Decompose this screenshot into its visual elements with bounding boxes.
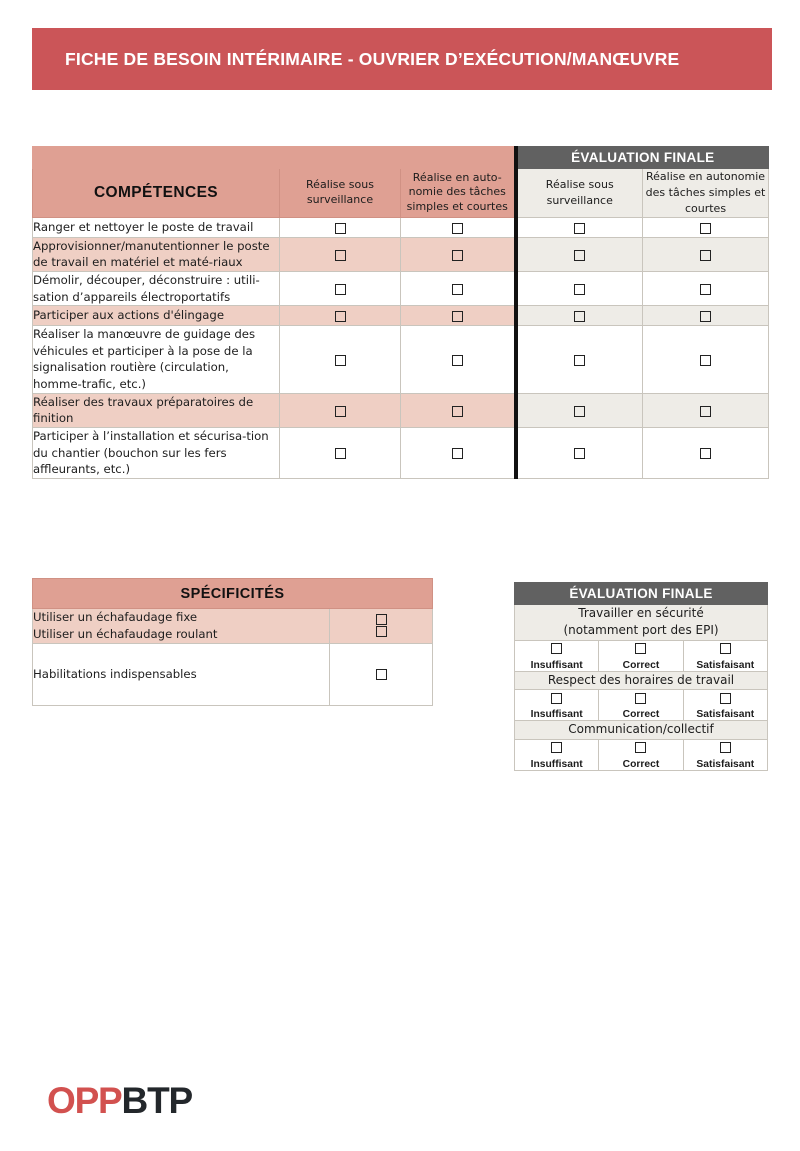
specificites-label: Utiliser un échafaudage fixe <box>33 610 198 624</box>
evaluation-criterion-label <box>515 605 768 641</box>
evaluation-option-cell[interactable] <box>683 640 767 671</box>
evaluation-criterion-line: Communication/collectif <box>568 722 714 737</box>
checkbox-self-supervised-cell[interactable] <box>280 427 401 478</box>
evaluation-option-label: Satisfaisant <box>696 659 755 671</box>
specificites-header-row <box>33 579 433 609</box>
checkbox-self-autonomous[interactable] <box>452 448 463 459</box>
competency-row <box>33 393 769 427</box>
checkbox-self-autonomous[interactable] <box>452 250 463 261</box>
evaluation-option-label: Correct <box>622 709 660 721</box>
checkbox-self-autonomous-cell[interactable] <box>401 272 516 306</box>
checkbox-self-supervised-cell[interactable] <box>280 217 401 237</box>
checkbox-self-supervised-cell[interactable] <box>280 393 401 427</box>
checkbox-self-supervised[interactable] <box>335 406 346 417</box>
evaluation-options-row <box>515 640 768 671</box>
specificites-row <box>33 609 433 644</box>
evaluation-option-cell[interactable] <box>515 640 599 671</box>
evaluation-criterion-line: (notamment port des EPI) <box>563 623 719 638</box>
logo-text-btp: BTP <box>121 1080 192 1121</box>
specificites-row <box>33 643 433 705</box>
competency-row <box>33 427 769 478</box>
specificites-checkbox-cell[interactable] <box>330 643 433 705</box>
evaluation-option-checkbox[interactable] <box>720 742 731 753</box>
competency-row <box>33 272 769 306</box>
checkbox-final-supervised[interactable] <box>574 448 585 459</box>
evaluation-option-checkbox[interactable] <box>635 643 646 654</box>
checkbox-self-autonomous[interactable] <box>452 406 463 417</box>
competency-row <box>33 237 769 271</box>
evaluation-group-header: ÉVALUATION FINALE <box>516 147 769 169</box>
checkbox-final-autonomous[interactable] <box>700 284 711 295</box>
competency-row <box>33 306 769 326</box>
evaluation-option-label: Insuffisant <box>530 758 583 770</box>
page-title: FICHE DE BESOIN INTÉRIMAIRE - OUVRIER D’EXÉCUTION/MANŒUVRE <box>65 48 680 69</box>
checkbox-final-supervised-cell[interactable] <box>516 217 643 237</box>
specificites-checkbox[interactable] <box>376 626 387 637</box>
checkbox-self-autonomous[interactable] <box>452 355 463 366</box>
checkbox-final-autonomous-cell[interactable] <box>643 427 769 478</box>
checkbox-self-supervised[interactable] <box>335 311 346 322</box>
checkbox-final-supervised-cell[interactable] <box>516 306 643 326</box>
column-header-competences: COMPÉTENCES <box>33 169 280 218</box>
checkbox-self-autonomous-cell[interactable] <box>401 326 516 393</box>
specificites-label: Habilitations indispensables <box>33 666 197 681</box>
checkbox-self-supervised-cell[interactable] <box>280 237 401 271</box>
checkbox-final-autonomous-cell[interactable] <box>643 272 769 306</box>
specificites-table <box>32 578 433 706</box>
competency-label: Participer à l’installation et sécurisa-tion du chantier (bouchon sur les fers affleurants, etc.) <box>33 427 280 478</box>
checkbox-final-autonomous[interactable] <box>700 355 711 366</box>
checkbox-self-autonomous-cell[interactable] <box>401 217 516 237</box>
checkbox-final-autonomous[interactable] <box>700 406 711 417</box>
evaluation-option-cell[interactable] <box>599 739 683 770</box>
evaluation-option-label: Correct <box>622 758 660 770</box>
checkbox-final-supervised[interactable] <box>574 284 585 295</box>
checkbox-final-supervised-cell[interactable] <box>516 237 643 271</box>
specificites-checkbox[interactable] <box>376 669 387 680</box>
evaluation-option-cell[interactable] <box>683 690 767 721</box>
evaluation-criterion-row <box>515 671 768 689</box>
checkbox-final-autonomous[interactable] <box>700 223 711 234</box>
checkbox-self-autonomous-cell[interactable] <box>401 393 516 427</box>
checkbox-final-supervised[interactable] <box>574 223 585 234</box>
checkbox-self-autonomous[interactable] <box>452 223 463 234</box>
checkbox-self-supervised[interactable] <box>335 448 346 459</box>
evaluation-option-label: Insuffisant <box>530 709 583 721</box>
checkbox-self-supervised[interactable] <box>335 250 346 261</box>
evaluation-option-cell[interactable] <box>683 739 767 770</box>
title-banner <box>32 28 772 90</box>
evaluation-option-cell[interactable] <box>515 690 599 721</box>
evaluation-finale-table <box>514 582 768 771</box>
specificites-checkbox[interactable] <box>376 614 387 625</box>
evaluation-options-row <box>515 690 768 721</box>
column-header-final-autonomous: Réalise en autonomie des tâches simples et courtes <box>643 169 769 218</box>
competency-label: Réaliser la manœuvre de guidage des véhicules et participer à la pose de la signalisation routière (circulation, homme-trafic, etc.) <box>33 326 280 393</box>
checkbox-self-autonomous-cell[interactable] <box>401 237 516 271</box>
evaluation-option-label: Correct <box>622 659 660 671</box>
column-header-self-supervised: Réalise sous surveillance <box>280 169 401 218</box>
evaluation-criterion-line: Travailler en sécurité <box>578 606 704 620</box>
checkbox-final-autonomous-cell[interactable] <box>643 326 769 393</box>
checkbox-self-supervised[interactable] <box>335 284 346 295</box>
evaluation-criterion-row <box>515 721 768 739</box>
checkbox-final-autonomous-cell[interactable] <box>643 306 769 326</box>
checkbox-final-autonomous[interactable] <box>700 250 711 261</box>
checkbox-final-autonomous[interactable] <box>700 311 711 322</box>
checkbox-self-autonomous-cell[interactable] <box>401 306 516 326</box>
evaluation-criterion-label <box>515 721 768 739</box>
checkbox-final-supervised-cell[interactable] <box>516 427 643 478</box>
specificites-checkbox-cell[interactable] <box>330 609 433 644</box>
competency-group-header-spacer <box>33 147 516 169</box>
specificites-label: Utiliser un échafaudage roulant <box>33 626 218 641</box>
evaluation-option-checkbox[interactable] <box>551 693 562 704</box>
checkbox-self-supervised-cell[interactable] <box>280 272 401 306</box>
evaluation-option-checkbox[interactable] <box>720 643 731 654</box>
checkbox-self-supervised[interactable] <box>335 223 346 234</box>
checkbox-final-supervised-cell[interactable] <box>516 272 643 306</box>
checkbox-final-autonomous-cell[interactable] <box>643 237 769 271</box>
evaluation-option-checkbox[interactable] <box>551 643 562 654</box>
competency-label: Réaliser des travaux préparatoires de finition <box>33 393 280 427</box>
evaluation-criterion-line: Respect des horaires de travail <box>547 672 735 687</box>
specificites-label-cell <box>33 609 330 644</box>
checkbox-final-supervised[interactable] <box>574 250 585 261</box>
checkbox-final-autonomous[interactable] <box>700 448 711 459</box>
checkbox-final-autonomous-cell[interactable] <box>643 217 769 237</box>
competency-group-header-row <box>33 147 769 169</box>
specificites-label-cell <box>33 643 330 705</box>
competency-label: Démolir, découper, déconstruire : utili-sation d’appareils électroportatifs <box>33 272 280 306</box>
checkbox-final-supervised[interactable] <box>574 311 585 322</box>
checkbox-final-supervised[interactable] <box>574 355 585 366</box>
column-header-self-autonomous: Réalise en auto-nomie des tâches simples et courtes <box>401 169 516 218</box>
evaluation-option-cell[interactable] <box>599 690 683 721</box>
competency-label: Ranger et nettoyer le poste de travail <box>33 217 280 237</box>
evaluation-option-checkbox[interactable] <box>635 693 646 704</box>
evaluation-option-cell[interactable] <box>599 640 683 671</box>
evaluation-option-checkbox[interactable] <box>720 693 731 704</box>
competency-label: Participer aux actions d'élingage <box>33 306 280 326</box>
evaluation-finale-header-row <box>515 583 768 605</box>
evaluation-criterion-row <box>515 605 768 641</box>
checkbox-self-supervised-cell[interactable] <box>280 306 401 326</box>
checkbox-self-supervised[interactable] <box>335 355 346 366</box>
competency-label: Approvisionner/manutentionner le poste de travail en matériel et maté-riaux <box>33 237 280 271</box>
evaluation-option-cell[interactable] <box>515 739 599 770</box>
evaluation-option-label: Insuffisant <box>530 659 583 671</box>
competency-row <box>33 326 769 393</box>
checkbox-final-supervised[interactable] <box>574 406 585 417</box>
checkbox-final-supervised-cell[interactable] <box>516 326 643 393</box>
checkbox-self-autonomous-cell[interactable] <box>401 427 516 478</box>
evaluation-option-checkbox[interactable] <box>551 742 562 753</box>
competency-table <box>32 146 769 479</box>
checkbox-final-supervised-cell[interactable] <box>516 393 643 427</box>
competency-row <box>33 217 769 237</box>
checkbox-final-autonomous-cell[interactable] <box>643 393 769 427</box>
evaluation-option-checkbox[interactable] <box>635 742 646 753</box>
oppbtp-logo <box>47 1080 192 1122</box>
evaluation-criterion-label <box>515 671 768 689</box>
evaluation-option-label: Satisfaisant <box>696 709 755 721</box>
competency-column-header-row <box>33 169 769 218</box>
checkbox-self-autonomous[interactable] <box>452 311 463 322</box>
specificites-title: SPÉCIFICITÉS <box>33 579 433 609</box>
evaluation-finale-title: ÉVALUATION FINALE <box>515 583 768 605</box>
logo-text-opp: OPP <box>47 1080 122 1121</box>
evaluation-option-label: Satisfaisant <box>696 758 755 770</box>
column-header-final-supervised: Réalise sous surveillance <box>516 169 643 218</box>
checkbox-self-autonomous[interactable] <box>452 284 463 295</box>
evaluation-options-row <box>515 739 768 770</box>
checkbox-self-supervised-cell[interactable] <box>280 326 401 393</box>
